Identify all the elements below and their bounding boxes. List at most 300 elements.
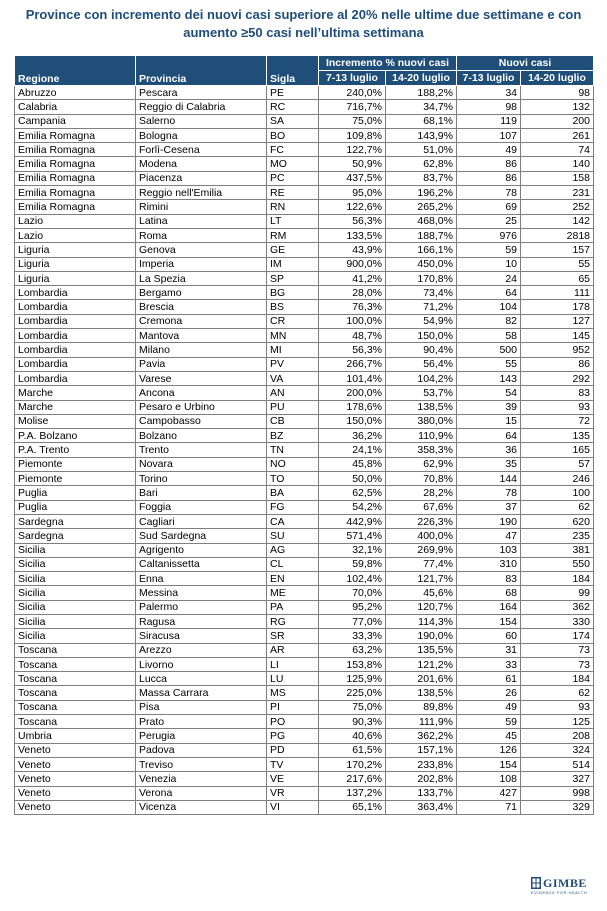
cell-provincia: Modena	[136, 157, 267, 171]
cell-incremento-week2: 73,4%	[386, 286, 457, 300]
cell-provincia: Ragusa	[136, 614, 267, 628]
cell-incremento-week1: 101,4%	[319, 371, 386, 385]
cell-sigla: PE	[267, 86, 319, 100]
cell-incremento-week1: 75,0%	[319, 700, 386, 714]
cell-incremento-week1: 50,0%	[319, 472, 386, 486]
cell-nuovi-week1: 10	[457, 257, 521, 271]
cell-regione: Marche	[15, 400, 136, 414]
cell-regione: Liguria	[15, 271, 136, 285]
cell-provincia: Caltanissetta	[136, 557, 267, 571]
cell-incremento-week1: 153,8%	[319, 657, 386, 671]
cell-provincia: Roma	[136, 228, 267, 242]
cell-provincia: Piacenza	[136, 171, 267, 185]
cell-incremento-week2: 68,1%	[386, 114, 457, 128]
cell-regione: Toscana	[15, 672, 136, 686]
cell-incremento-week1: 50,9%	[319, 157, 386, 171]
cell-regione: Marche	[15, 386, 136, 400]
cell-provincia: Campobasso	[136, 414, 267, 428]
cell-incremento-week2: 70,8%	[386, 472, 457, 486]
table-row	[15, 557, 594, 571]
cell-nuovi-week2: 178	[521, 300, 594, 314]
cell-provincia: Trento	[136, 443, 267, 457]
cell-provincia: Bolzano	[136, 429, 267, 443]
cell-regione: Emilia Romagna	[15, 128, 136, 142]
cell-nuovi-week2: 330	[521, 614, 594, 628]
cell-incremento-week2: 269,9%	[386, 543, 457, 557]
cell-nuovi-week2: 62	[521, 500, 594, 514]
cell-provincia: Latina	[136, 214, 267, 228]
table-row	[15, 286, 594, 300]
cell-sigla: ME	[267, 586, 319, 600]
cell-nuovi-week2: 65	[521, 271, 594, 285]
cell-sigla: FC	[267, 143, 319, 157]
cell-sigla: RN	[267, 200, 319, 214]
cell-provincia: Verona	[136, 786, 267, 800]
cell-nuovi-week2: 292	[521, 371, 594, 385]
cell-sigla: CL	[267, 557, 319, 571]
table-row	[15, 629, 594, 643]
cell-incremento-week1: 65,1%	[319, 800, 386, 814]
cell-regione: Lombardia	[15, 314, 136, 328]
cell-nuovi-week1: 976	[457, 228, 521, 242]
header-nuovi-week1: 7-13 luglio	[457, 71, 521, 86]
cell-nuovi-week1: 500	[457, 343, 521, 357]
table-row	[15, 686, 594, 700]
table-row	[15, 357, 594, 371]
cell-nuovi-week2: 158	[521, 171, 594, 185]
cell-regione: P.A. Trento	[15, 443, 136, 457]
cell-nuovi-week2: 135	[521, 429, 594, 443]
cell-incremento-week1: 240,0%	[319, 86, 386, 100]
cell-provincia: Milano	[136, 343, 267, 357]
cell-provincia: Pavia	[136, 357, 267, 371]
cell-provincia: Torino	[136, 472, 267, 486]
cell-nuovi-week2: 57	[521, 457, 594, 471]
cell-nuovi-week2: 62	[521, 686, 594, 700]
cell-nuovi-week1: 26	[457, 686, 521, 700]
cell-provincia: Livorno	[136, 657, 267, 671]
cell-incremento-week1: 24,1%	[319, 443, 386, 457]
cell-incremento-week2: 143,9%	[386, 128, 457, 142]
cell-nuovi-week1: 31	[457, 643, 521, 657]
cell-sigla: LT	[267, 214, 319, 228]
table-row	[15, 715, 594, 729]
cell-provincia: Genova	[136, 243, 267, 257]
table-row	[15, 271, 594, 285]
cell-nuovi-week1: 98	[457, 100, 521, 114]
cell-nuovi-week1: 164	[457, 600, 521, 614]
header-nuovi-casi-group: Nuovi casi	[457, 56, 594, 71]
cell-sigla: PO	[267, 715, 319, 729]
table-row	[15, 786, 594, 800]
table-row	[15, 371, 594, 385]
table-row	[15, 200, 594, 214]
cell-incremento-week2: 56,4%	[386, 357, 457, 371]
cell-regione: Veneto	[15, 743, 136, 757]
cell-incremento-week1: 170,2%	[319, 757, 386, 771]
cell-sigla: SR	[267, 629, 319, 643]
logo-tagline: EVIDENCE FOR HEALTH	[531, 890, 588, 895]
cell-sigla: AR	[267, 643, 319, 657]
cell-nuovi-week2: 231	[521, 186, 594, 200]
cell-nuovi-week2: 246	[521, 472, 594, 486]
cell-sigla: AG	[267, 543, 319, 557]
cell-nuovi-week1: 154	[457, 757, 521, 771]
cell-nuovi-week2: 252	[521, 200, 594, 214]
cell-incremento-week1: 77,0%	[319, 614, 386, 628]
cell-incremento-week1: 716,7%	[319, 100, 386, 114]
cell-nuovi-week2: 72	[521, 414, 594, 428]
header-nuovi-week2: 14-20 luglio	[521, 71, 594, 86]
cell-regione: Veneto	[15, 772, 136, 786]
gimbe-logo	[531, 877, 591, 899]
table-row	[15, 743, 594, 757]
cell-provincia: Treviso	[136, 757, 267, 771]
cell-incremento-week1: 62,5%	[319, 486, 386, 500]
cell-nuovi-week2: 127	[521, 314, 594, 328]
cell-regione: Veneto	[15, 800, 136, 814]
cell-incremento-week1: 442,9%	[319, 514, 386, 528]
cell-incremento-week1: 54,2%	[319, 500, 386, 514]
cell-incremento-week2: 358,3%	[386, 443, 457, 457]
cell-nuovi-week1: 15	[457, 414, 521, 428]
cell-provincia: Venezia	[136, 772, 267, 786]
cell-regione: Sicilia	[15, 614, 136, 628]
cell-provincia: Pesaro e Urbino	[136, 400, 267, 414]
cell-nuovi-week1: 49	[457, 143, 521, 157]
cell-nuovi-week2: 140	[521, 157, 594, 171]
cell-regione: Sicilia	[15, 629, 136, 643]
cell-provincia: Foggia	[136, 500, 267, 514]
cell-incremento-week2: 53,7%	[386, 386, 457, 400]
cell-provincia: Bologna	[136, 128, 267, 142]
cell-incremento-week2: 120,7%	[386, 600, 457, 614]
cell-incremento-week1: 178,6%	[319, 400, 386, 414]
cell-nuovi-week2: 111	[521, 286, 594, 300]
cell-provincia: Cagliari	[136, 514, 267, 528]
cell-incremento-week1: 109,8%	[319, 128, 386, 142]
cell-sigla: BG	[267, 286, 319, 300]
cell-incremento-week1: 36,2%	[319, 429, 386, 443]
cell-sigla: IM	[267, 257, 319, 271]
cell-incremento-week2: 188,2%	[386, 86, 457, 100]
cell-incremento-week1: 150,0%	[319, 414, 386, 428]
cell-regione: Sicilia	[15, 572, 136, 586]
cell-nuovi-week1: 64	[457, 429, 521, 443]
cell-incremento-week2: 450,0%	[386, 257, 457, 271]
cell-provincia: Agrigento	[136, 543, 267, 557]
table-row	[15, 343, 594, 357]
cell-incremento-week2: 362,2%	[386, 729, 457, 743]
cell-sigla: LI	[267, 657, 319, 671]
cell-sigla: PI	[267, 700, 319, 714]
table-row	[15, 600, 594, 614]
cell-incremento-week1: 100,0%	[319, 314, 386, 328]
cell-regione: P.A. Bolzano	[15, 429, 136, 443]
cell-incremento-week2: 71,2%	[386, 300, 457, 314]
cell-nuovi-week2: 83	[521, 386, 594, 400]
table-row	[15, 386, 594, 400]
cell-nuovi-week1: 64	[457, 286, 521, 300]
cell-nuovi-week1: 143	[457, 371, 521, 385]
cell-incremento-week1: 133,5%	[319, 228, 386, 242]
cell-nuovi-week1: 144	[457, 472, 521, 486]
cell-regione: Lombardia	[15, 357, 136, 371]
cell-sigla: PU	[267, 400, 319, 414]
cell-incremento-week1: 63,2%	[319, 643, 386, 657]
cell-nuovi-week1: 60	[457, 629, 521, 643]
cell-regione: Emilia Romagna	[15, 157, 136, 171]
cell-incremento-week2: 468,0%	[386, 214, 457, 228]
cell-incremento-week1: 437,5%	[319, 171, 386, 185]
cell-nuovi-week1: 68	[457, 586, 521, 600]
cell-regione: Sardegna	[15, 514, 136, 528]
cell-incremento-week1: 217,6%	[319, 772, 386, 786]
cell-incremento-week2: 62,8%	[386, 157, 457, 171]
cell-incremento-week1: 95,0%	[319, 186, 386, 200]
cell-sigla: PC	[267, 171, 319, 185]
table-row	[15, 657, 594, 671]
cell-incremento-week2: 104,2%	[386, 371, 457, 385]
cell-sigla: RG	[267, 614, 319, 628]
cell-incremento-week1: 75,0%	[319, 114, 386, 128]
cell-nuovi-week2: 327	[521, 772, 594, 786]
cell-incremento-week1: 200,0%	[319, 386, 386, 400]
cell-nuovi-week2: 73	[521, 657, 594, 671]
cell-regione: Toscana	[15, 686, 136, 700]
cell-incremento-week1: 95,2%	[319, 600, 386, 614]
cell-sigla: GE	[267, 243, 319, 257]
cell-sigla: BO	[267, 128, 319, 142]
table-row	[15, 314, 594, 328]
cell-regione: Abruzzo	[15, 86, 136, 100]
cell-nuovi-week1: 58	[457, 329, 521, 343]
cell-sigla: RC	[267, 100, 319, 114]
cell-incremento-week1: 90,3%	[319, 715, 386, 729]
cell-regione: Lombardia	[15, 371, 136, 385]
cell-sigla: PV	[267, 357, 319, 371]
cell-nuovi-week1: 55	[457, 357, 521, 371]
cell-incremento-week2: 166,1%	[386, 243, 457, 257]
cell-sigla: VE	[267, 772, 319, 786]
cell-nuovi-week1: 119	[457, 114, 521, 128]
cell-nuovi-week1: 310	[457, 557, 521, 571]
table-row	[15, 643, 594, 657]
cell-nuovi-week2: 362	[521, 600, 594, 614]
cell-nuovi-week1: 78	[457, 486, 521, 500]
cell-nuovi-week1: 86	[457, 157, 521, 171]
table-header	[15, 56, 594, 86]
cell-nuovi-week2: 100	[521, 486, 594, 500]
table-row	[15, 429, 594, 443]
cell-incremento-week2: 77,4%	[386, 557, 457, 571]
cell-nuovi-week1: 24	[457, 271, 521, 285]
cell-provincia: Siracusa	[136, 629, 267, 643]
cell-provincia: Novara	[136, 457, 267, 471]
header-incremento-group: Incremento % nuovi casi	[319, 56, 457, 71]
cell-sigla: MN	[267, 329, 319, 343]
table-row	[15, 414, 594, 428]
table-row	[15, 100, 594, 114]
cell-incremento-week2: 62,9%	[386, 457, 457, 471]
table-row	[15, 672, 594, 686]
cell-nuovi-week2: 329	[521, 800, 594, 814]
cell-incremento-week2: 110,9%	[386, 429, 457, 443]
cell-provincia: Ancona	[136, 386, 267, 400]
cell-incremento-week2: 54,9%	[386, 314, 457, 328]
cell-regione: Puglia	[15, 486, 136, 500]
cell-provincia: Forlì-Cesena	[136, 143, 267, 157]
cell-regione: Sicilia	[15, 586, 136, 600]
cell-regione: Toscana	[15, 657, 136, 671]
table-row	[15, 329, 594, 343]
header-regione: Regione	[15, 56, 136, 86]
cell-nuovi-week2: 381	[521, 543, 594, 557]
cell-provincia: Bergamo	[136, 286, 267, 300]
cell-incremento-week2: 233,8%	[386, 757, 457, 771]
cell-nuovi-week2: 132	[521, 100, 594, 114]
header-sigla: Sigla	[267, 56, 319, 86]
cell-nuovi-week2: 620	[521, 514, 594, 528]
cell-regione: Liguria	[15, 243, 136, 257]
cell-nuovi-week1: 126	[457, 743, 521, 757]
cell-nuovi-week2: 93	[521, 400, 594, 414]
cell-regione: Umbria	[15, 729, 136, 743]
cell-nuovi-week1: 61	[457, 672, 521, 686]
cell-provincia: Prato	[136, 715, 267, 729]
cell-incremento-week2: 90,4%	[386, 343, 457, 357]
cell-regione: Sicilia	[15, 543, 136, 557]
cell-nuovi-week1: 427	[457, 786, 521, 800]
table-row	[15, 243, 594, 257]
cell-provincia: Cremona	[136, 314, 267, 328]
cell-sigla: MS	[267, 686, 319, 700]
cell-incremento-week2: 121,2%	[386, 657, 457, 671]
cell-nuovi-week2: 550	[521, 557, 594, 571]
table-row	[15, 486, 594, 500]
cell-nuovi-week2: 2818	[521, 228, 594, 242]
cell-nuovi-week1: 45	[457, 729, 521, 743]
cell-incremento-week2: 188,7%	[386, 228, 457, 242]
cell-nuovi-week1: 107	[457, 128, 521, 142]
cell-nuovi-week1: 49	[457, 700, 521, 714]
cell-sigla: PG	[267, 729, 319, 743]
cell-sigla: BA	[267, 486, 319, 500]
cell-sigla: SU	[267, 529, 319, 543]
cell-nuovi-week2: 174	[521, 629, 594, 643]
cell-nuovi-week2: 55	[521, 257, 594, 271]
cell-sigla: LU	[267, 672, 319, 686]
cell-sigla: RM	[267, 228, 319, 242]
cell-regione: Lazio	[15, 228, 136, 242]
cell-incremento-week1: 48,7%	[319, 329, 386, 343]
cell-regione: Lombardia	[15, 286, 136, 300]
cell-nuovi-week1: 154	[457, 614, 521, 628]
cell-nuovi-week2: 324	[521, 743, 594, 757]
cell-regione: Lazio	[15, 214, 136, 228]
table-row	[15, 729, 594, 743]
cell-regione: Sicilia	[15, 600, 136, 614]
table-row	[15, 186, 594, 200]
cell-nuovi-week1: 36	[457, 443, 521, 457]
cell-regione: Molise	[15, 414, 136, 428]
cell-nuovi-week2: 184	[521, 672, 594, 686]
cell-incremento-week2: 28,2%	[386, 486, 457, 500]
table-row	[15, 514, 594, 528]
cell-incremento-week2: 190,0%	[386, 629, 457, 643]
cell-nuovi-week2: 200	[521, 114, 594, 128]
cell-incremento-week1: 43,9%	[319, 243, 386, 257]
cell-nuovi-week1: 25	[457, 214, 521, 228]
cell-incremento-week2: 196,2%	[386, 186, 457, 200]
table-row	[15, 128, 594, 142]
cell-provincia: Reggio nell'Emilia	[136, 186, 267, 200]
table-row	[15, 300, 594, 314]
cell-incremento-week1: 266,7%	[319, 357, 386, 371]
page-title: Province con incremento dei nuovi casi superiore al 20% nelle ultime due settimane e con aumento ≥50 casi nell’ultima settimana	[25, 7, 582, 40]
cell-nuovi-week1: 83	[457, 572, 521, 586]
cell-regione: Veneto	[15, 757, 136, 771]
cell-sigla: PD	[267, 743, 319, 757]
cell-incremento-week1: 225,0%	[319, 686, 386, 700]
cell-nuovi-week2: 157	[521, 243, 594, 257]
cell-incremento-week1: 28,0%	[319, 286, 386, 300]
cell-provincia: Pescara	[136, 86, 267, 100]
table-row	[15, 700, 594, 714]
cell-nuovi-week1: 108	[457, 772, 521, 786]
cell-nuovi-week2: 99	[521, 586, 594, 600]
province-table	[14, 55, 594, 815]
cell-nuovi-week2: 235	[521, 529, 594, 543]
cell-sigla: CA	[267, 514, 319, 528]
cell-incremento-week1: 45,8%	[319, 457, 386, 471]
cell-incremento-week1: 40,6%	[319, 729, 386, 743]
cell-incremento-week1: 900,0%	[319, 257, 386, 271]
cell-nuovi-week1: 59	[457, 715, 521, 729]
cell-incremento-week2: 380,0%	[386, 414, 457, 428]
cell-sigla: VR	[267, 786, 319, 800]
cell-sigla: TO	[267, 472, 319, 486]
cell-regione: Emilia Romagna	[15, 200, 136, 214]
cell-nuovi-week2: 261	[521, 128, 594, 142]
cell-sigla: NO	[267, 457, 319, 471]
cell-incremento-week2: 226,3%	[386, 514, 457, 528]
header-row-group	[15, 56, 594, 71]
cell-nuovi-week1: 39	[457, 400, 521, 414]
cell-provincia: Perugia	[136, 729, 267, 743]
cell-provincia: Imperia	[136, 257, 267, 271]
cell-incremento-week1: 56,3%	[319, 343, 386, 357]
cell-provincia: Varese	[136, 371, 267, 385]
cell-nuovi-week2: 98	[521, 86, 594, 100]
cell-nuovi-week2: 514	[521, 757, 594, 771]
table-row	[15, 214, 594, 228]
cell-regione: Campania	[15, 114, 136, 128]
cell-nuovi-week2: 184	[521, 572, 594, 586]
cell-sigla: RE	[267, 186, 319, 200]
cell-nuovi-week1: 190	[457, 514, 521, 528]
cell-incremento-week1: 76,3%	[319, 300, 386, 314]
cell-nuovi-week2: 142	[521, 214, 594, 228]
cell-nuovi-week2: 74	[521, 143, 594, 157]
cell-regione: Puglia	[15, 500, 136, 514]
cell-nuovi-week2: 998	[521, 786, 594, 800]
cell-provincia: Salerno	[136, 114, 267, 128]
cell-provincia: Pisa	[136, 700, 267, 714]
cell-nuovi-week2: 93	[521, 700, 594, 714]
table-row	[15, 572, 594, 586]
cell-incremento-week1: 33,3%	[319, 629, 386, 643]
